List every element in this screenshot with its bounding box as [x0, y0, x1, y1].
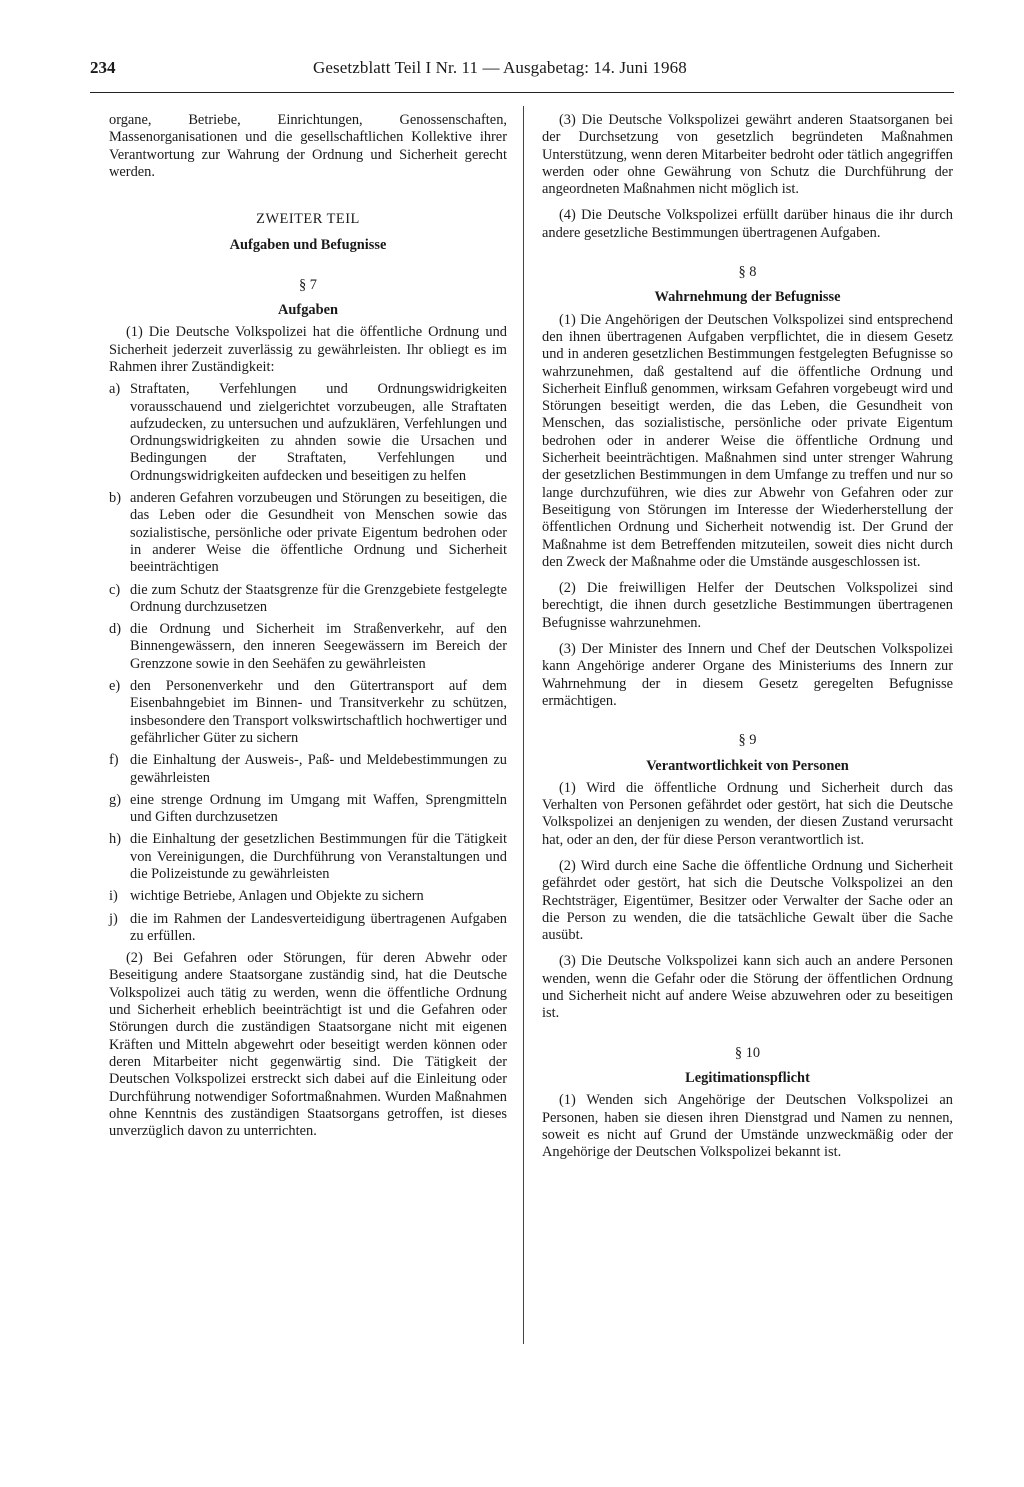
right-column [542, 112, 953, 1161]
part-subtitle: Aufgaben und Befugnisse [229, 237, 387, 254]
list-text: Straftaten, Verfehlungen und Ordnungswidrigkeiten vorausschauend und zielgerichtet vorzubeugen, alle Straftaten aufzudecken, zu untersuchen und aufzuklären, Verfehlungen und Ordnungswidrigkeiten zu ahnden sowie die Ursachen und Bedingungen der Straftaten, Verfehlungen und Ordnungswidrigkeiten aufdecken und beseitigen zu helfen [130, 381, 507, 484]
list-text: den Personenverkehr und den Gütertransport auf dem Eisenbahngebiet im Binnen- und Transitverkehr zu schützen, insbesondere den Transport volkswirtschaftlich hochwertiger und gefährlicher Güter zu sichern [130, 678, 507, 746]
running-head: Gesetzblatt Teil I Nr. 11 — Ausgabetag: 14. Juni 1968 [313, 58, 687, 77]
section-8-number: § 8 [738, 264, 757, 281]
list-marker: b) [109, 490, 121, 507]
list-text: die Ordnung und Sicherheit im Straßenverkehr, auf den Binnengewässern, den inneren Seegewässern im Bereich der Grenzzone sowie in den Seehäfen zu gewährleisten [130, 621, 507, 672]
list-marker: i) [109, 888, 118, 905]
list-item-j [109, 911, 507, 946]
list-marker: c) [109, 581, 121, 598]
section-8-paragraph-1: (1) Die Angehörigen der Deutschen Volkspolizei sind entsprechend den ihnen übertragenen Aufgaben verpflichtet, die in diesem Gesetz und in anderen gesetzlichen Bestimmungen festgelegten Befugnisse so wahrzunehmen, daß gestaltend auf die öffentliche Ordnung und Sicherheit Einfluß genommen, wirksam Gefahren vorgebeugt wird und Störungen beseitigt werden, die das Leben, die Gesundheit von Menschen, das sozialistische, persönliche oder private Eigentum bedrohen oder in anderer Weise die öffentliche Ordnung und Sicherheit beeinträchtigen. Maßnahmen sind unter strenger Wahrung der gesetzlichen Bestimmungen in dem Umfange zu treffen und nur so lange durchzuführen, wie dies zur Abwehr von Gefahren oder zur Beseitigung von Störungen im Interesse der Wiederherstellung der öffentlichen Ordnung und Sicherheit notwendig ist. Der Grund der Maßnahme ist dem Betreffenden mitzuteilen, soweit dies nicht durch den Zweck der Maßnahme oder die Umstände ausgeschlossen ist. [542, 311, 953, 570]
section-7-number: § 7 [299, 276, 317, 293]
list-marker: g) [109, 791, 121, 808]
section-8-paragraph-3: (3) Der Minister des Innern und Chef der Deutschen Volkspolizei kann Angehörige anderer Organe des Ministeriums des Innern zur Wahrnehmung der in diesem Gesetz geregelten Befugnisse ermächtigen. [542, 641, 953, 709]
part-title: ZWEITER TEIL [256, 211, 360, 228]
list-item-b [109, 490, 507, 576]
section-9-paragraph-2: (2) Wird durch eine Sache die öffentliche Ordnung und Sicherheit gefährdet oder gestört, hat sich die Deutsche Volkspolizei an den Rechtsträger, Eigentümer, Besitzer oder Verwalter der Sache oder an die Person zu wenden, die die tatsächliche Gewalt über die Sache ausübt. [542, 857, 953, 944]
section-9-paragraph-3: (3) Die Deutsche Volkspolizei kann sich auch an andere Personen wenden, wenn die Gefahr oder die Störung der öffentlichen Ordnung und Sicherheit nicht auf andere Weise abzuwehren oder zu beseitigen ist. [542, 953, 953, 1022]
header-rule [90, 92, 954, 93]
section-10-paragraph-1: (1) Wenden sich Angehörige der Deutschen Volkspolizei an Personen, haben sie diesen ihren Dienstgrad und Namen zu nennen, soweit es nicht auf Grund der Umstände unzweckmäßig oder der Angehörige der Deutschen Volkspolizei bekannt ist. [542, 1092, 953, 1161]
list-marker: f) [109, 752, 119, 769]
list-item-d [109, 621, 507, 673]
column-divider [523, 106, 524, 1344]
list-text: die zum Schutz der Staatsgrenze für die Grenzgebiete festgelegte Ordnung durchzusetzen [130, 581, 507, 615]
section-10-title: Legitimationspflicht [685, 1069, 810, 1086]
list-item-c [109, 582, 507, 617]
list-marker: a) [109, 381, 121, 398]
list-text: die im Rahmen der Landesverteidigung übertragenen Aufgaben zu erfüllen. [130, 910, 507, 944]
section-7-title: Aufgaben [278, 302, 338, 319]
list-marker: e) [109, 678, 121, 695]
section-9-paragraph-1: (1) Wird die öffentliche Ordnung und Sicherheit durch das Verhalten von Personen gefährdet oder gestört, hat sich die Deutsche Volkspolizei an denjenigen zu wenden, der diesen Zustand verursacht hat, oder an den, der für diese Person verantwortlich ist. [542, 779, 953, 848]
list-marker: j) [109, 910, 118, 927]
list-item-h [109, 831, 507, 883]
list-text: die Einhaltung der gesetzlichen Bestimmungen für die Tätigkeit von Vereinigungen, die Durchführung von Veranstaltungen und die Polizeistunde zu gewährleisten [130, 831, 507, 882]
list-item-i [109, 888, 507, 905]
section-8-title: Wahrnehmung der Befugnisse [654, 289, 841, 306]
list-text: eine strenge Ordnung im Umgang mit Waffen, Sprengmitteln und Giften durchzusetzen [130, 791, 507, 826]
list-text: die Einhaltung der Ausweis-, Paß- und Meldebestimmungen zu gewährleisten [130, 752, 507, 786]
section-9-title: Verantwortlichkeit von Personen [646, 757, 849, 774]
list-marker: d) [109, 621, 121, 638]
list-marker: h) [109, 831, 121, 848]
section-7-intro: (1) Die Deutsche Volkspolizei hat die öffentliche Ordnung und Sicherheit jederzeit zuverlässig zu gewährleisten. Ihr obliegt es im Rahmen ihrer Zuständigkeit: [109, 324, 507, 375]
list-item-g [109, 792, 507, 827]
list-text: wichtige Betriebe, Anlagen und Objekte zu sichern [130, 888, 424, 905]
continuation-paragraph: organe, Betriebe, Einrichtungen, Genossenschaften, Massenorganisationen und die gesellschaftlichen Kollektive ihrer Verantwortung zur Wahrung der Ordnung und Sicherheit gerecht werden. [109, 112, 507, 180]
section-7-paragraph-4: (4) Die Deutsche Volkspolizei erfüllt darüber hinaus die ihr durch andere gesetzliche Bestimmungen übertragenen Aufgaben. [542, 207, 953, 241]
list-item-f [109, 752, 507, 787]
list-text: anderen Gefahren vorzubeugen und Störungen zu beseitigen, die das Leben oder die Gesundheit von Menschen sowie das sozialistische, persönliche oder private Eigentum bedrohen oder in anderer Weise die öffentliche Ordnung und Sicherheit beeinträchtigen [130, 490, 507, 576]
page-number: 234 [90, 58, 116, 77]
section-8-paragraph-2: (2) Die freiwilligen Helfer der Deutschen Volkspolizei sind berechtigt, die ihnen durch gesetzliche Bestimmungen übertragenen Befugnisse wahrzunehmen. [542, 580, 953, 631]
section-7-paragraph-3: (3) Die Deutsche Volkspolizei gewährt anderen Staatsorganen bei der Durchsetzung von gesetzlich begründeten Maßnahmen Unterstützung, wenn deren Mitarbeiter bedroht oder tätlich angegriffen werden oder ohne Gewährung von Schutz die Durchführung der angeordneten Maßnahmen nicht möglich ist. [542, 112, 953, 198]
section-7-paragraph-2: (2) Bei Gefahren oder Störungen, für deren Abwehr oder Beseitigung andere Staatsorgane zuständig sind, hat die Deutsche Volkspolizei auch tätig zu werden, wenn die öffentliche Ordnung und Sicherheit erheblich beeinträchtigt ist und die Gefahren oder Störungen durch die zuständigen Staatsorgane nicht mit eigenen Kräften und Mitteln abgewehrt oder beseitigt werden können oder deren Mitarbeiter nicht gegenwärtig sind. Die Tätigkeit der Deutschen Volkspolizei erstreckt sich dabei auf die Einleitung oder Durchführung notwendiger Sofortmaßnahmen. Wurden Maßnahmen ohne Kenntnis des zuständigen Staatsorgans getroffen, ist dieses unverzüglich davon zu unterrichten. [109, 950, 507, 1140]
list-item-a [109, 381, 507, 485]
section-10-number: § 10 [734, 1044, 761, 1061]
list-item-e [109, 678, 507, 747]
section-9-number: § 9 [738, 732, 757, 749]
left-column [109, 112, 507, 1140]
